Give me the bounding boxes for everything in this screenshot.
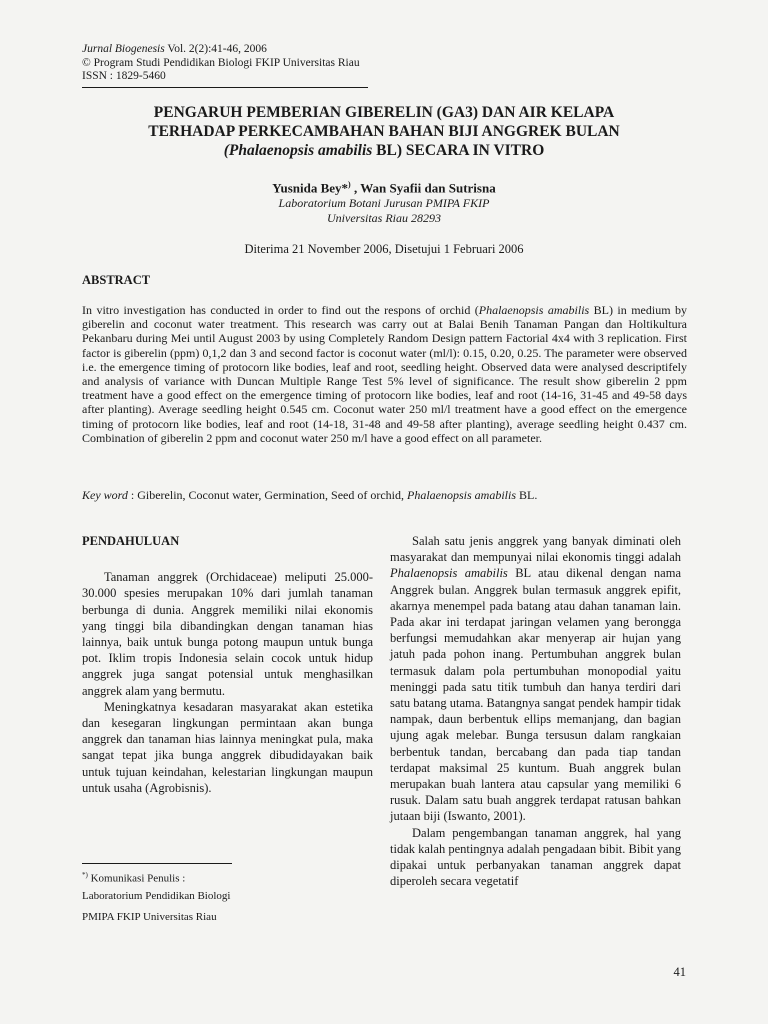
left-column [82, 533, 373, 796]
title-line-2: TERHADAP PERKECAMBAHAN BAHAN BIJI ANGGREK BULAN [148, 123, 620, 140]
journal-name: Jurnal Biogenesis [82, 43, 165, 55]
keywords-species: Phalaenopsis amabilis [407, 488, 517, 502]
authors-rest: , Wan Syafii dan Sutrisna [350, 180, 496, 196]
journal-volume: Vol. 2(2):41-46, 2006 [167, 43, 267, 55]
keywords-end: BL. [516, 488, 538, 502]
journal-copyright: © Program Studi Pendidikan Biologi FKIP Universitas Riau [82, 56, 360, 69]
title-line-3-rest: BL) SECARA IN VITRO [372, 142, 545, 159]
footnote-mark: *) [82, 871, 88, 879]
keywords-text: : Giberelin, Coconut water, Germination, Seed of orchid, [127, 488, 408, 502]
right-paragraph-1-b: BL atau dikenal dengan nama Anggrek bulan. Anggrek bulan termasuk anggrek epifit, akarnya menempel pada batang atau dahan tanaman lain. Pada akar ini terdapat jaringan velamen yang berongga berfungsi memudahkan akar menyerap air hujan yang jatuh pada pohon inang. Pertumbuhan anggrek bulan termasuk dalam pola pertumbuhan monopodial yaitu meninggi pada satu titik tumbuh dan hanya terdiri dari satu batang utama. Batangnya sangat pendek hampir tidak nampak, daun berbentuk ellips memanjang, dan bagian ujung agak melebar. Bunga tersusun dalam rangkaian berbentuk tandan, bercabang dan pada tiap tandan terdapat maksimal 25 kuntum. Buah anggrek bulan merupakan buah lantera atau capsular yang memiliki 6 rusuk. Dalam satu buah anggrek terdapat ratusan bahkan jutaan biji (Iswanto, 2001). [390, 566, 681, 824]
footnote-rule [82, 863, 232, 864]
page-number: 41 [673, 965, 686, 979]
author-first: Yusnida Bey* [272, 180, 349, 196]
abstract-part-2: BL) in medium by giberelin and coconut water treatment. This research was carry out at Balai Benih Tanaman Pangan dan Holtikultura Pekanbaru during Mei until August 2003 by using Completely Random Design pattern Factorial 4x4 with 3 replication. First factor is giberelin (ppm) 0,1,2 dan 3 and second factor is coconut water (ml/l): 0.15, 0.20, 0.25. The parameter were observed i.e. the emergence timing of protocorn like bodies, leaf and root, seedling height. Observed data were analysed descriptifely and analysis of variance with Duncan Multiple Range Test 5% level of significance. The result show giberelin 2 ppm treatment have a good effect on the emergence timing of protocorn like bodies, leaf and root (14-16, 31-45 and 49-58 days after planting). Average seedling height 0.545 cm. Coconut water 250 ml/l treatment have a good effect on the emergence timing of protocorn like bodies, leaf and root (14-18, 31-48 and 49-58 after planting), average seedling height 0.437 cm. Combination of giberelin 2 ppm and coconut water 250 m/l have a good effect on all parameter. [82, 303, 687, 445]
abstract-body [82, 303, 687, 445]
keywords [82, 488, 687, 502]
affiliation-line-1: Laboratorium Botani Jurusan PMIPA FKIP [278, 196, 490, 210]
abstract-species: Phalaenopsis amabilis [478, 303, 590, 317]
right-paragraph-1-a: Salah satu jenis anggrek yang banyak diminati oleh masyarakat dan mempunyai nilai ekonomis tinggi adalah [390, 534, 681, 565]
keywords-label: Key word [82, 488, 128, 502]
received-accepted-dates: Diterima 21 November 2006, Disetujui 1 Februari 2006 [244, 242, 524, 256]
right-paragraph-1 [390, 533, 681, 825]
section-heading-pendahuluan: PENDAHULUAN [82, 534, 180, 548]
footnote-label [82, 869, 185, 886]
affiliation [84, 196, 684, 226]
header-rule [82, 87, 368, 88]
journal-issn: ISSN : 1829-5460 [82, 70, 166, 82]
author-mark: ) [348, 180, 351, 189]
footnote-line-2: PMIPA FKIP Universitas Riau [82, 911, 217, 923]
abstract-part-1: In vitro investigation has conducted in order to find out the respons of orchid ( [82, 303, 479, 317]
paper-title [84, 103, 684, 160]
title-line-1: PENGARUH PEMBERIAN GIBERELIN (GA3) DAN AIR KELAPA [153, 104, 615, 121]
footnote-label-text: Komunikasi Penulis : [87, 872, 186, 885]
right-paragraph-1-species: Phalaenopsis amabilis [390, 566, 508, 581]
authors [84, 180, 684, 196]
footnote-line-1: Laboratorium Pendidikan Biologi [82, 890, 231, 902]
left-paragraph-2: Meningkatnya kesadaran masyarakat akan estetika dan kesegaran lingkungan permintaan akan bunga anggrek dan tanaman hias lainnya meningkat pula, maka sangat tepat jika bunga anggrek dibudidayakan baik untuk tujuan keindahan, kelestarian lingkungan maupun untuk usaha (Agrobisnis). [82, 699, 373, 795]
left-paragraph-1: Tanaman anggrek (Orchidaceae) meliputi 25.000-30.000 spesies merupakan 10% dari jumlah tanaman berbunga di dunia. Anggrek memiliki nilai ekonomis yang tinggi bila dibandingkan dengan tanaman hias lainnya, baik untuk bunga potong maupun untuk bunga pot. Iklim tropis Indonesia selain cocok untuk hidup anggrek juga sangat potensial untuk menghasilkan anggrek alam yang bermutu. [82, 570, 373, 698]
journal-header [82, 43, 360, 84]
right-column [390, 533, 681, 889]
title-line-3 [84, 141, 684, 160]
right-paragraph-2: Dalam pengembangan tanaman anggrek, hal yang tidak kalah pentingnya adalah pengadaan bibit. Bibit yang dipakai untuk perbanyakan tanaman anggrek dapat diperoleh secara vegetatif [390, 825, 681, 889]
title-species: (Phalaenopsis amabilis [223, 142, 373, 159]
affiliation-line-2: Universitas Riau 28293 [327, 211, 441, 225]
abstract-heading: ABSTRACT [82, 273, 151, 287]
